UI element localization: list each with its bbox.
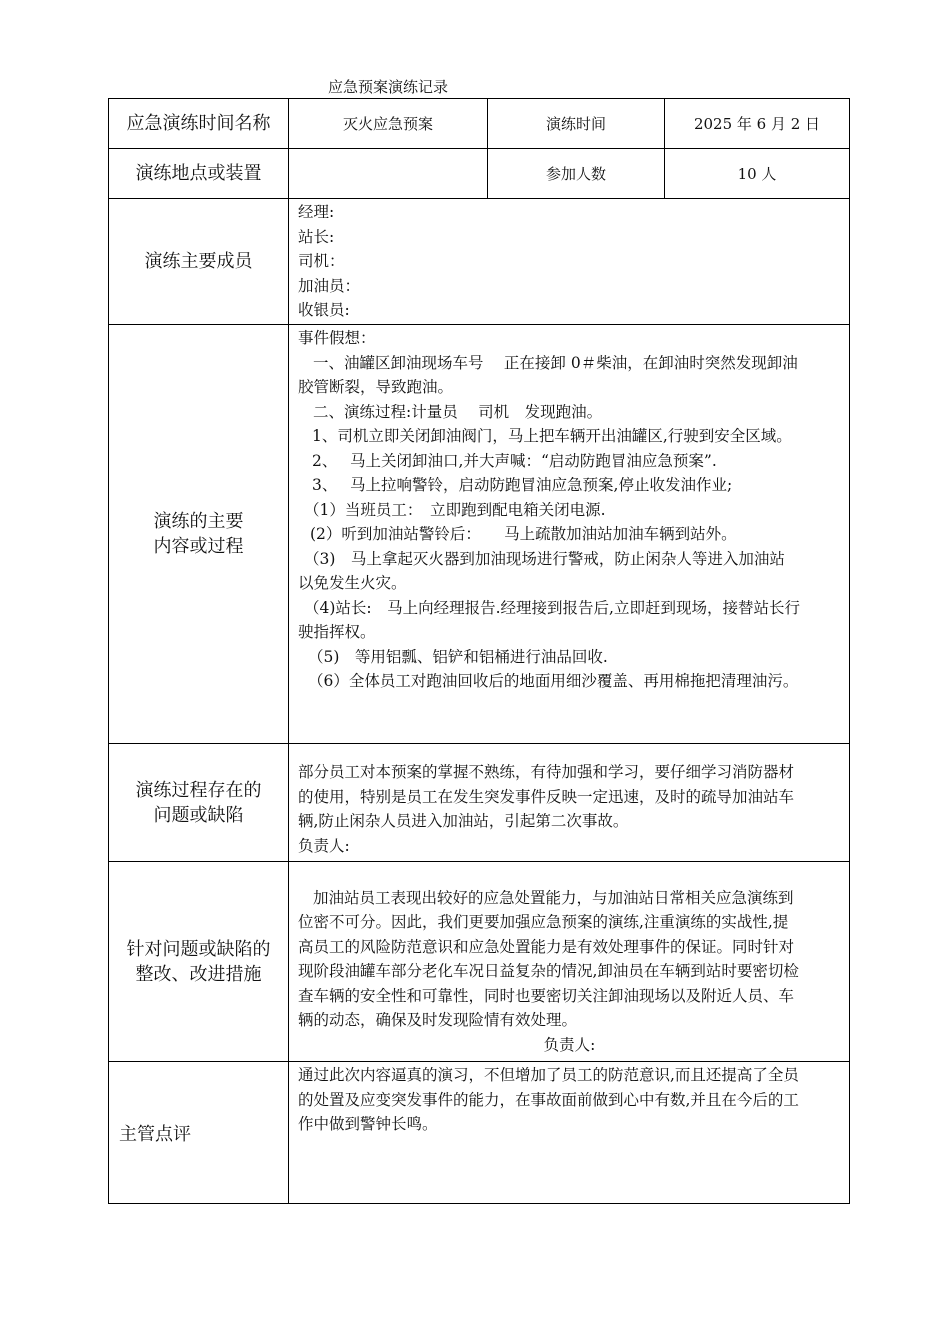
document-title: 应急预案演练记录 [328,78,449,96]
label-improvements: 针对问题或缺陷的 整改、改进措施 [109,862,289,1062]
members-list [289,199,850,325]
process-substep-4: （4)站长: 马上向经理报告.经理接到报告后,立即赶到现场，接替站长行 [304,598,800,617]
process-step-2: 2、 马上关闭卸油口,并大声喊：“启动防跑冒油应急预案”. [312,451,717,470]
process-substep-6: （6）全体员工对跑油回收后的地面用细沙覆盖、再用棉拖把清理油污。 [308,672,799,690]
process-substep-1: （1）当班员工： 立即跑到配电箱关闭电源. [304,500,606,519]
problems-content: 部分员工对本预案的掌握不熟练，有待加强和学习，要仔细学习消防器材 的使用，特别是员工在发生突发事件反映一定迅速，及时的疏导加油站车 辆,防止闲杂人员进入加油站，引起第二次事故。 负责人: [289,744,850,862]
value-drill-name: 灭火应急预案 [289,99,488,149]
value-location [289,149,488,199]
member-driver: 司机： [298,252,345,270]
process-step-intro: 二、演练过程:计量员 司机 发现跑油。 [313,402,603,421]
process-scenario: 一、油罐区卸油现场车号 正在接卸 0＃柴油，在卸油时突然发现卸油 [313,353,798,372]
row-improvements [109,862,850,1062]
process-substep-2: (2）听到加油站警铃后： 马上疏散加油站加油车辆到站外。 [310,525,737,543]
process-step-1: 1、司机立即关闭卸油阀门，马上把车辆开出油罐区,行驶到安全区域。 [312,427,792,445]
label-review: 主管点评 [109,1062,289,1204]
member-cashier: 收银员: [298,301,350,319]
process-heading: 事件假想： [298,329,376,347]
member-station-head: 站长: [298,227,335,246]
review-content: 通过此次内容逼真的演习，不但增加了员工的防范意识,而且还提高了全员 的处置及应变突发事件的能力，在事故面前做到心中有数,并且在今后的工 作中做到警钟长鸣。 [289,1062,850,1204]
drill-record-table [108,98,850,1204]
value-drill-date: 2025 年 6 月 2 日 [665,99,850,149]
row-location [109,149,850,199]
problems-responsible: 负责人: [298,836,350,855]
row-drill-name [109,99,850,149]
label-members: 演练主要成员 [109,199,289,325]
improvements-content: 加油站员工表现出较好的应急处置能力，与加油站日常相关应急演练到 位密不可分。因此，我们更要加强应急预案的演练,注重演练的实战性,提 高员工的风险防范意识和应急处置能力是有效处理事件的保证。同时针对 现阶段油罐车部分老化车况日益复杂的情况,卸油员在车辆到站时要密切检 查车辆的安全性和可靠性，同时也要密切关注卸油现场以及附近人员、车 辆的动态，确保及时发现险情有效处理。 负责人: [289,862,850,1062]
label-drill-name: 应急演练时间名称 [109,99,289,149]
improvements-responsible: 负责人: [543,1035,596,1054]
label-participant-count: 参加人数 [488,149,665,199]
process-substep-5: （5) 等用铝瓢、铝铲和铝桶进行油品回收. [308,647,608,666]
value-participant-count: 10 人 [665,149,850,199]
label-location: 演练地点或装置 [109,149,289,199]
process-step-3: 3、 马上拉响警铃，启动防跑冒油应急预案,停止收发油作业; [312,476,733,494]
process-substep-3: （3) 马上拿起灭火器到加油现场进行警戒，防止闲杂人等进入加油站 [304,549,785,568]
label-drill-time: 演练时间 [488,99,665,149]
member-manager: 经理: [298,203,335,221]
row-members [109,199,850,325]
label-problems: 演练过程存在的 问题或缺陷 [109,744,289,862]
member-fueler: 加油员： [298,276,361,295]
process-content: 事件假想： 一、油罐区卸油现场车号 正在接卸 0＃柴油，在卸油时突然发现卸油 胶管断裂，导致跑油。 二、演练过程:计量员 司机 发现跑油。 1、司机立即关闭卸油阀门，马上把车辆开出油罐区,行驶到安全区域。 2、 马上关闭卸油口,并大声喊：“启动防跑冒油应急预案”. 3、 马上拉响警铃，启动防跑冒油应急预案,停止收发油作业; （1）当班员工： 立即跑到配电箱关闭电源. (2）听到加油站警铃后： 马上疏散加油站加油车辆到站外。 （3) 马上拿起灭火器到加油现场进行警戒，防止闲杂人等进入加油站 以免发生火灾。 （4)站长: 马上向经理报告.经理接到报告后,立即赶到现场，接替站长行 驶指挥权。 （5) 等用铝瓢、铝铲和铝桶进行油品回收. （6）全体员工对跑油回收后的地面用细沙覆盖、再用棉拖把清理油污。 [289,325,850,744]
row-review [109,1062,850,1204]
label-process: 演练的主要 内容或过程 [109,325,289,744]
row-problems [109,744,850,862]
row-process [109,325,850,744]
